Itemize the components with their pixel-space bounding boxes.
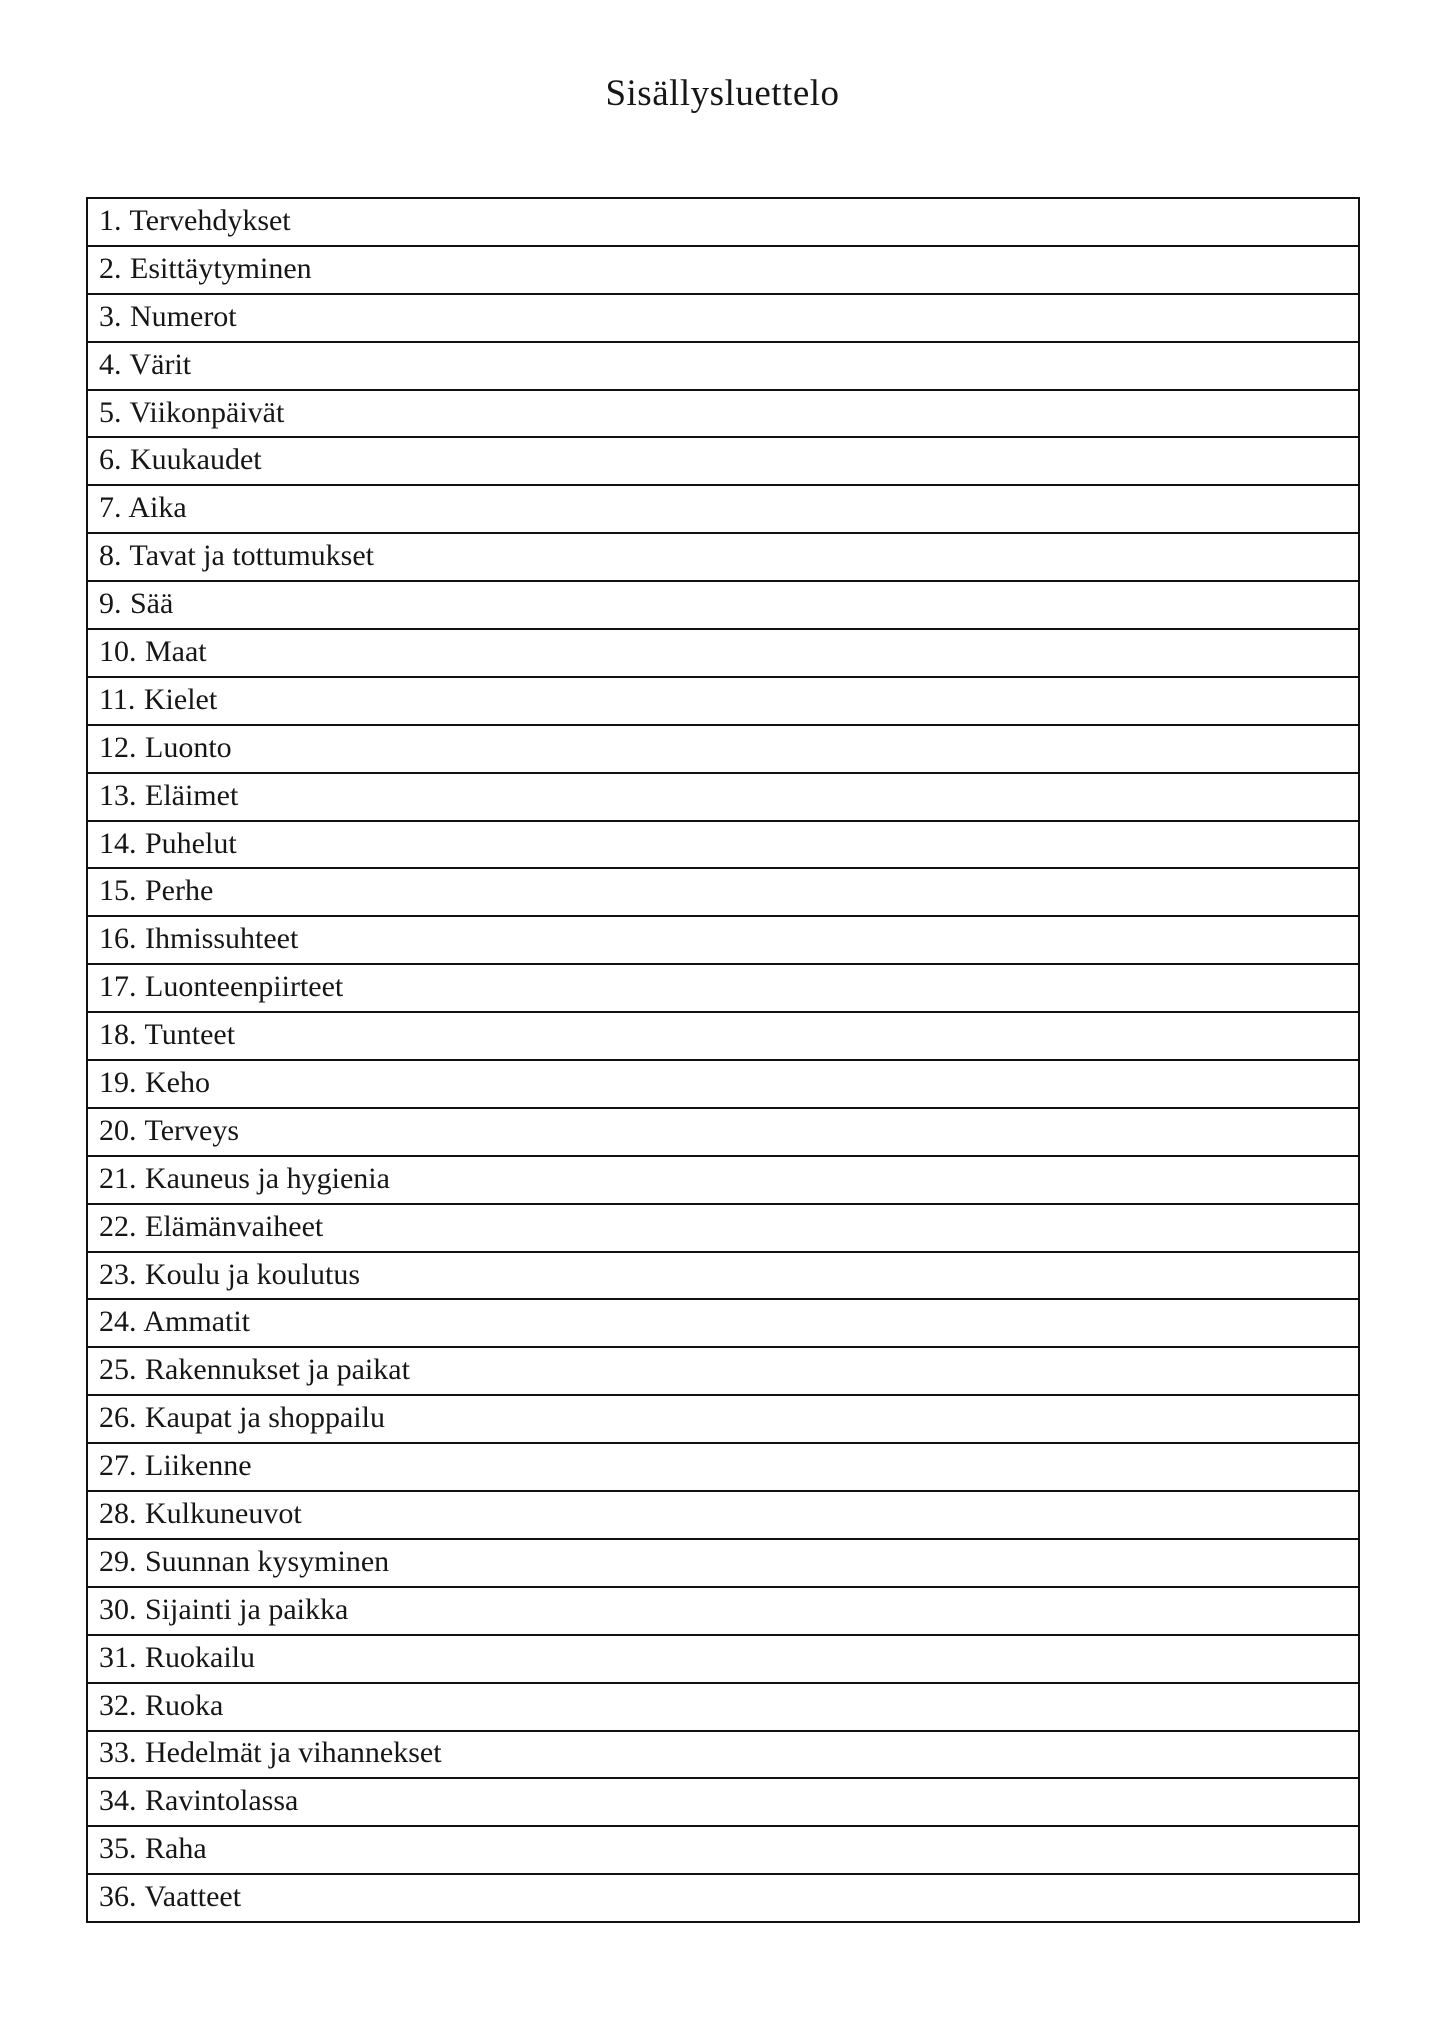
toc-row	[87, 485, 1359, 533]
toc-entry-number: 12.	[99, 730, 137, 764]
toc-entry-number: 13.	[99, 778, 137, 812]
toc-entry-number: 32.	[99, 1688, 137, 1722]
toc-entry-label: Kaupat ja shoppailu	[145, 1401, 385, 1435]
toc-entry-number: 24.	[99, 1305, 137, 1339]
toc-row	[87, 773, 1359, 821]
toc-entry	[87, 294, 1359, 342]
toc-entry	[87, 1252, 1359, 1300]
toc-entry-label: Keho	[145, 1065, 210, 1099]
toc-entry	[87, 1683, 1359, 1731]
toc-entry-number: 4.	[99, 347, 122, 381]
toc-row	[87, 1491, 1359, 1539]
toc-entry-label: Kauneus ja hygienia	[145, 1161, 390, 1195]
toc-row	[87, 1012, 1359, 1060]
page-title: Sisällysluettelo	[605, 73, 840, 114]
toc-entry	[87, 916, 1359, 964]
toc-entry	[87, 1347, 1359, 1395]
toc-entry	[87, 629, 1359, 677]
toc-row	[87, 1204, 1359, 1252]
toc-entry	[87, 1204, 1359, 1252]
toc-entry-label: Terveys	[144, 1113, 239, 1147]
toc-entry	[87, 677, 1359, 725]
toc-row	[87, 1060, 1359, 1108]
toc-row	[87, 1299, 1359, 1347]
toc-entry-number: 6.	[99, 443, 122, 477]
toc-entry-number: 19.	[99, 1065, 137, 1099]
toc-entry	[87, 1731, 1359, 1779]
toc-row	[87, 294, 1359, 342]
toc-row	[87, 437, 1359, 485]
toc-row	[87, 964, 1359, 1012]
toc-entry-number: 36.	[99, 1880, 137, 1914]
toc-entry	[87, 390, 1359, 438]
toc-entry-label: Rakennukset ja paikat	[145, 1353, 410, 1387]
toc-entry	[87, 1539, 1359, 1587]
toc-row	[87, 1731, 1359, 1779]
toc-row	[87, 725, 1359, 773]
toc-entry	[87, 1108, 1359, 1156]
toc-entry-number: 17.	[99, 970, 137, 1004]
toc-entry-label: Numerot	[130, 299, 237, 333]
toc-entry-number: 15.	[99, 874, 137, 908]
toc-entry-number: 5.	[99, 395, 122, 429]
toc-entry-label: Ravintolassa	[145, 1784, 299, 1818]
toc-entry-number: 7.	[99, 491, 122, 525]
toc-entry-label: Eläimet	[145, 778, 239, 812]
toc-entry-number: 20.	[99, 1113, 137, 1147]
toc-entry	[87, 342, 1359, 390]
toc-entry-number: 11.	[99, 682, 136, 716]
toc-entry-number: 28.	[99, 1496, 137, 1530]
toc-row	[87, 198, 1359, 246]
toc-entry	[87, 821, 1359, 869]
toc-entry-number: 18.	[99, 1018, 137, 1052]
toc-entry-number: 3.	[99, 299, 122, 333]
toc-entry-label: Värit	[129, 347, 192, 381]
toc-entry	[87, 198, 1359, 246]
toc-row	[87, 868, 1359, 916]
toc-entry	[87, 533, 1359, 581]
toc-row	[87, 1156, 1359, 1204]
toc-entry-number: 22.	[99, 1209, 137, 1243]
toc-entry-label: Koulu ja koulutus	[145, 1257, 360, 1291]
toc-table-body	[87, 198, 1359, 1922]
toc-entry-number: 1.	[99, 203, 122, 237]
toc-entry-number: 10.	[99, 634, 137, 668]
toc-entry-label: Sää	[130, 587, 174, 621]
toc-row	[87, 581, 1359, 629]
toc-entry-number: 25.	[99, 1353, 137, 1387]
toc-row	[87, 916, 1359, 964]
toc-entry-label: Luonteenpiirteet	[145, 970, 344, 1004]
toc-entry-number: 34.	[99, 1784, 137, 1818]
toc-entry	[87, 1299, 1359, 1347]
toc-entry	[87, 437, 1359, 485]
toc-row	[87, 1826, 1359, 1874]
toc-entry	[87, 1587, 1359, 1635]
toc-row	[87, 1635, 1359, 1683]
toc-row	[87, 1347, 1359, 1395]
toc-entry	[87, 1491, 1359, 1539]
toc-entry	[87, 1012, 1359, 1060]
toc-entry	[87, 1874, 1359, 1922]
toc-row	[87, 342, 1359, 390]
toc-entry-label: Viikonpäivät	[129, 395, 285, 429]
toc-entry-label: Tavat ja tottumukset	[129, 539, 374, 573]
toc-entry-label: Suunnan kysyminen	[145, 1544, 390, 1578]
toc-entry-label: Vaatteet	[144, 1880, 242, 1914]
toc-entry-label: Maat	[145, 634, 207, 668]
toc-row	[87, 246, 1359, 294]
toc-entry-number: 35.	[99, 1832, 137, 1866]
toc-entry-number: 26.	[99, 1401, 137, 1435]
toc-entry-label: Sijainti ja paikka	[145, 1592, 349, 1626]
toc-entry-number: 33.	[99, 1736, 137, 1770]
toc-entry-number: 31.	[99, 1640, 137, 1674]
toc-entry-number: 8.	[99, 539, 122, 573]
toc-entry-number: 16.	[99, 922, 137, 956]
toc-row	[87, 821, 1359, 869]
toc-entry-label: Liikenne	[145, 1449, 252, 1483]
toc-entry-number: 21.	[99, 1161, 137, 1195]
toc-entry	[87, 1635, 1359, 1683]
toc-entry-label: Ruoka	[145, 1688, 224, 1722]
toc-entry	[87, 1395, 1359, 1443]
toc-entry	[87, 1156, 1359, 1204]
toc-row	[87, 1683, 1359, 1731]
toc-entry-label: Kuukaudet	[130, 443, 262, 477]
toc-row	[87, 1539, 1359, 1587]
toc-entry-label: Hedelmät ja vihannekset	[145, 1736, 442, 1770]
toc-row	[87, 1252, 1359, 1300]
toc-entry-label: Ammatit	[143, 1305, 251, 1339]
toc-entry	[87, 964, 1359, 1012]
toc-entry-label: Kulkuneuvot	[145, 1496, 302, 1530]
toc-entry-number: 27.	[99, 1449, 137, 1483]
toc-entry	[87, 1826, 1359, 1874]
toc-entry-number: 14.	[99, 826, 137, 860]
toc-entry-number: 2.	[99, 251, 122, 285]
toc-entry-label: Luonto	[145, 730, 232, 764]
toc-table	[86, 197, 1360, 1923]
toc-entry	[87, 246, 1359, 294]
toc-entry-label: Puhelut	[145, 826, 237, 860]
toc-row	[87, 629, 1359, 677]
toc-row	[87, 1587, 1359, 1635]
toc-entry-label: Elämänvaiheet	[145, 1209, 324, 1243]
toc-entry-label: Aika	[128, 491, 187, 525]
toc-entry-number: 9.	[99, 587, 122, 621]
toc-entry	[87, 581, 1359, 629]
toc-entry-number: 30.	[99, 1592, 137, 1626]
toc-entry-number: 29.	[99, 1544, 137, 1578]
toc-row	[87, 1778, 1359, 1826]
toc-entry-label: Ruokailu	[145, 1640, 255, 1674]
toc-entry-number: 23.	[99, 1257, 137, 1291]
toc-row	[87, 390, 1359, 438]
toc-entry-label: Tervehdykset	[129, 203, 291, 237]
toc-row	[87, 1874, 1359, 1922]
toc-row	[87, 1395, 1359, 1443]
toc-entry	[87, 868, 1359, 916]
toc-entry-label: Esittäytyminen	[130, 251, 312, 285]
toc-entry	[87, 1778, 1359, 1826]
toc-entry-label: Kielet	[143, 682, 218, 716]
toc-row	[87, 1443, 1359, 1491]
toc-entry-label: Tunteet	[144, 1018, 236, 1052]
toc-entry	[87, 1443, 1359, 1491]
toc-entry	[87, 725, 1359, 773]
toc-entry-label: Ihmissuhteet	[145, 922, 299, 956]
toc-entry-label: Raha	[145, 1832, 207, 1866]
toc-entry	[87, 485, 1359, 533]
toc-entry	[87, 773, 1359, 821]
toc-row	[87, 1108, 1359, 1156]
toc-entry-label: Perhe	[145, 874, 214, 908]
toc-entry	[87, 1060, 1359, 1108]
toc-row	[87, 677, 1359, 725]
toc-row	[87, 533, 1359, 581]
